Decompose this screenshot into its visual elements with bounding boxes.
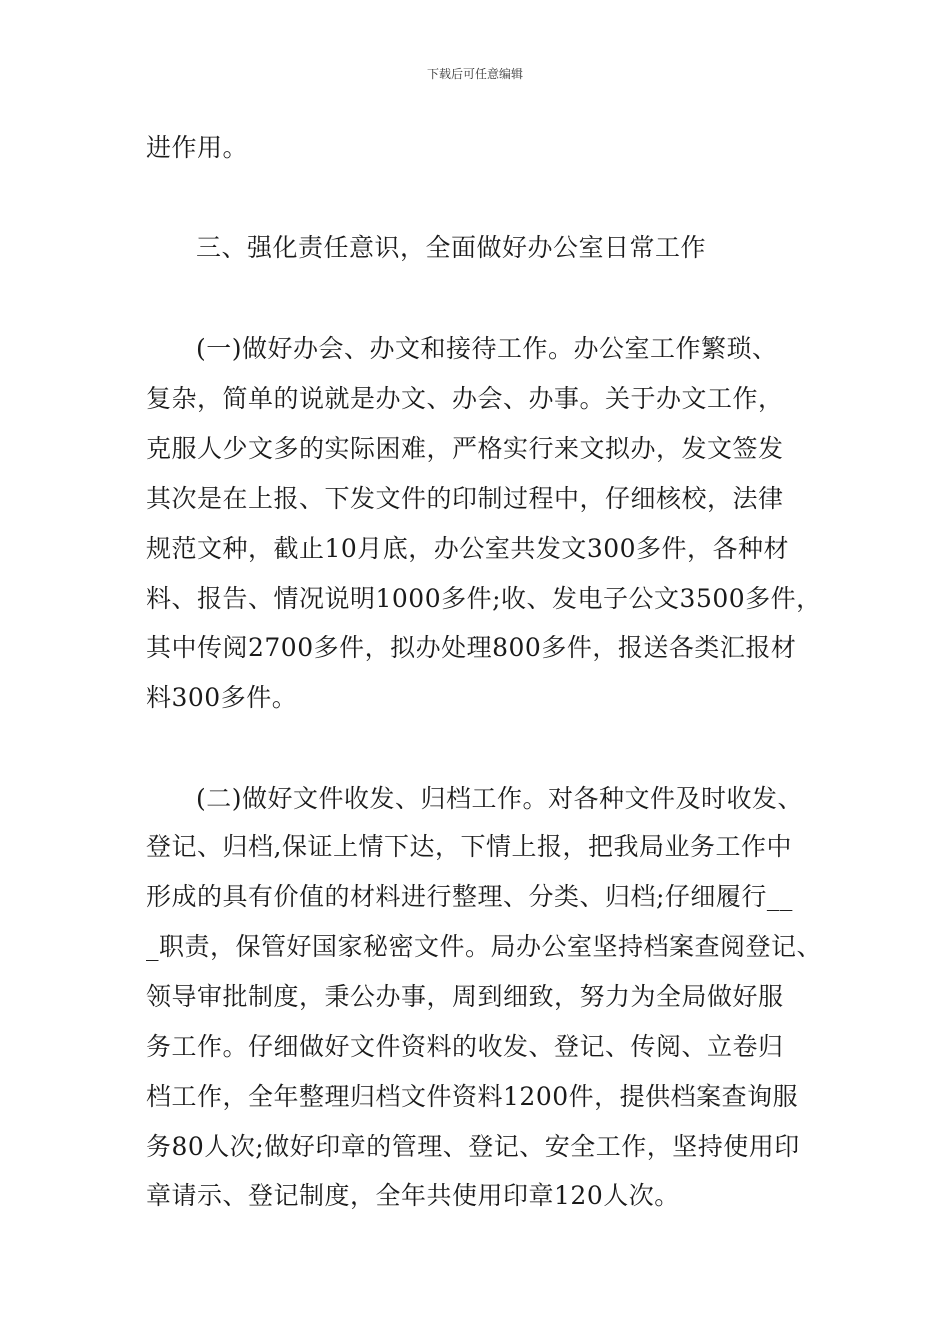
text-line: 务80人次;做好印章的管理、登记、安全工作，坚持使用印	[146, 1132, 800, 1161]
text-line: 务工作。仔细做好文件资料的收发、登记、传阅、立卷归	[146, 1032, 784, 1061]
text-line: 复杂，简单的说就是办文、办会、办事。关于办文工作，	[146, 384, 784, 413]
text-line: 登记、归档,保证上情下达，下情上报，把我局业务工作中	[146, 832, 792, 861]
text-line: 其次是在上报、下发文件的印制过程中，仔细核校，法律	[146, 484, 784, 513]
text-line: (二)做好文件收发、归档工作。对各种文件及时收发、	[196, 784, 804, 813]
text-line: 形成的具有价值的材料进行整理、分类、归档;仔细履行__	[146, 882, 793, 911]
text-line: _职责，保管好国家秘密文件。局办公室坚持档案查阅登记、	[146, 932, 823, 961]
page-header: 下载后可任意编辑	[426, 67, 523, 81]
text-line: 克服人少文多的实际困难，严格实行来文拟办，发文签发	[146, 434, 784, 463]
text-line: 规范文种，截止10月底，办公室共发文300多件，各种材	[146, 534, 790, 563]
text-line: 档工作，全年整理归档文件资料1200件，提供档案查询服	[146, 1082, 799, 1111]
text-line: 进作用。	[146, 133, 249, 162]
text-line: 料300多件。	[146, 683, 298, 712]
text-line: (一)做好办会、办文和接待工作。办公室工作繁琐、	[196, 334, 778, 363]
text-line: 其中传阅2700多件，拟办处理800多件，报送各类汇报材	[146, 633, 797, 662]
section-heading: 三、强化责任意识，全面做好办公室日常工作	[196, 233, 707, 262]
text-line: 章请示、登记制度，全年共使用印章120人次。	[146, 1181, 680, 1210]
text-line: 料、报告、情况说明1000多件;收、发电子公文3500多件，	[146, 584, 822, 613]
text-line: 领导审批制度，秉公办事，周到细致，努力为全局做好服	[146, 982, 784, 1011]
